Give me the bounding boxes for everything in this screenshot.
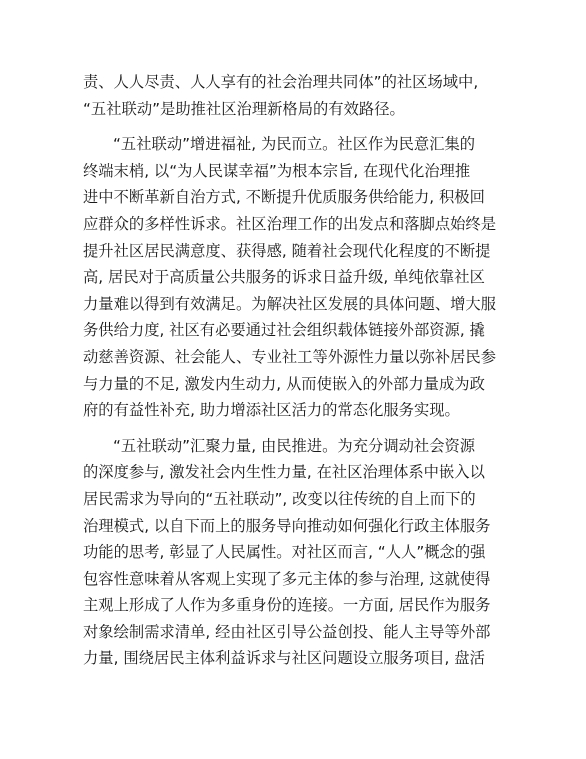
text-line: 高, 居民对于高质量公共服务的诉求日益升级, 单纯依靠社区 [83, 268, 485, 287]
text-line: 应群众的多样性诉求。社区治理工作的出发点和落脚点始终是 [83, 214, 497, 233]
text-line: 力量, 围绕居民主体利益诉求与社区问题设立服务项目, 盘活 [83, 649, 485, 668]
text-line: 的深度参与, 激发社会内生性力量, 在社区治理体系中嵌入以 [83, 463, 485, 482]
text-line: 对象绘制需求清单, 经由社区引导公益创投、能人主导等外部 [83, 622, 491, 641]
text-line: 务供给力度, 社区有必要通过社会组织载体链接外部资源, 撬 [83, 321, 485, 340]
text-line: “五社联动”增进福祉, 为民而立。社区作为民意汇集的 [113, 135, 476, 154]
text-line: “五社联动”是助推社区治理新格局的有效路径。 [83, 99, 405, 118]
text-line: 力量难以得到有效满足。为解决社区发展的具体问题、增大服 [83, 294, 497, 313]
text-line: 责、人人尽责、人人享有的社会治理共同体”的社区场域中, [83, 73, 479, 91]
text-line: 进中不断革新自治方式, 不断提升优质服务供给能力, 积极回 [83, 188, 485, 207]
text-line: 包容性意味着从客观上实现了多元主体的参与治理, 这就使得 [83, 569, 491, 588]
body-text [83, 69, 503, 672]
text-line: 功能的思考, 彰显了人民属性。对社区而言, “人人”概念的强 [83, 543, 486, 562]
text-line: 动慈善资源、社会能人、专业社工等外源性力量以弥补居民参 [83, 347, 497, 366]
text-line: 府的有益性补充, 助力增添社区活力的常态化服务实现。 [83, 401, 460, 420]
text-line: 主观上形成了人作为多重身份的连接。一方面, 居民作为服务 [83, 596, 491, 615]
text-line: 终端末梢, 以“为人民谋幸福”为根本宗旨, 在现代化治理推 [83, 161, 471, 180]
text-line: 居民需求为导向的“五社联动”, 改变以往传统的自上而下的 [83, 489, 476, 508]
text-line: 与力量的不足, 激发内生动力, 从而使嵌入的外部力量成为政 [83, 374, 485, 393]
text-line: 治理模式, 以自下而上的服务导向推动如何强化行政主体服务 [83, 516, 491, 535]
text-line: 提升社区居民满意度、获得感, 随着社会现代化程度的不断提 [83, 241, 491, 260]
text-line: “五社联动”汇聚力量, 由民推进。为充分调动社会资源 [113, 436, 476, 455]
